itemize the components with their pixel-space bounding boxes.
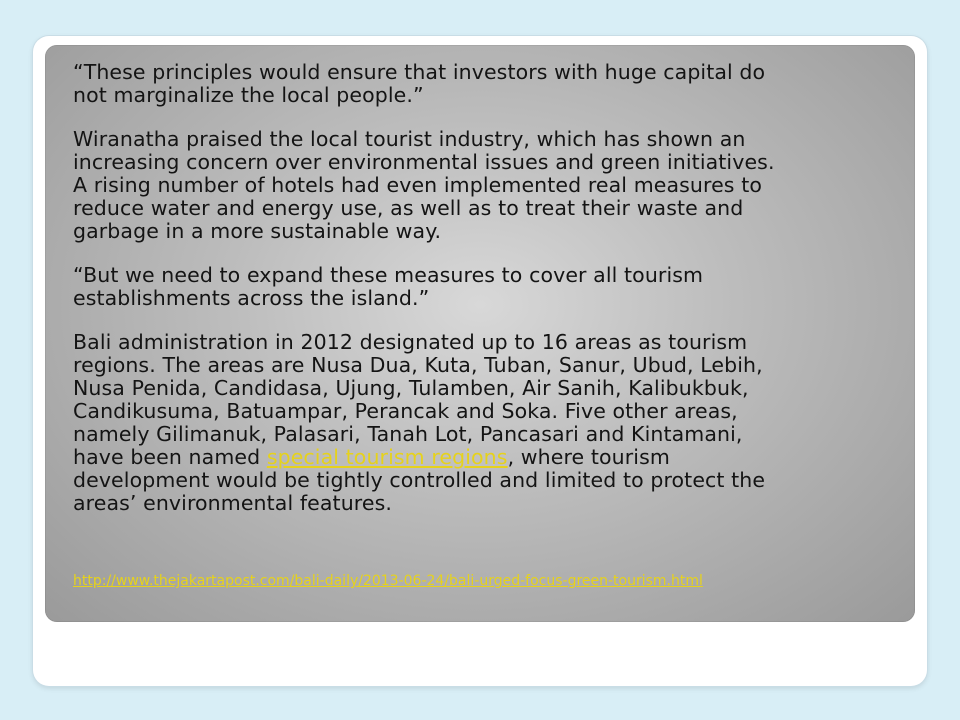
slide-text-area xyxy=(73,61,903,536)
text-line: establishments across the island.” xyxy=(73,286,430,310)
text-line: Wiranatha praised the local tourist industry, which has shown an xyxy=(73,127,746,151)
text-fragment: have been named xyxy=(73,445,267,469)
body-paragraph-bali-administration xyxy=(73,331,903,515)
text-line: regions. The areas are Nusa Dua, Kuta, Tuban, Sanur, Ubud, Lebih, xyxy=(73,353,763,377)
text-line: areas’ environmental features. xyxy=(73,491,392,515)
text-line: reduce water and energy use, as well as to treat their waste and xyxy=(73,196,744,220)
special-tourism-regions-link[interactable]: special tourism regions xyxy=(266,445,508,469)
text-line: Bali administration in 2012 designated up to 16 areas as tourism xyxy=(73,330,748,354)
text-line: A rising number of hotels had even implemented real measures to xyxy=(73,173,762,197)
text-line: namely Gilimanuk, Palasari, Tanah Lot, Pancasari and Kintamani, xyxy=(73,422,743,446)
text-line: not marginalize the local people.” xyxy=(73,83,424,107)
body-paragraph-wiranatha xyxy=(73,128,903,243)
text-line: “But we need to expand these measures to cover all tourism xyxy=(73,263,704,287)
source-url-link[interactable]: http://www.thejakartapost.com/bali-daily/2013-06-24/bali-urged-focus-green-tourism.html xyxy=(73,573,703,589)
text-line: increasing concern over environmental issues and green initiatives. xyxy=(73,150,775,174)
text-line: “These principles would ensure that investors with huge capital do xyxy=(73,60,766,84)
quote-paragraph-2 xyxy=(73,264,903,310)
text-line: development would be tightly controlled and limited to protect the xyxy=(73,468,766,492)
text-fragment: , where tourism xyxy=(507,445,670,469)
text-line: garbage in a more sustainable way. xyxy=(73,219,442,243)
text-line: Candikusuma, Batuampar, Perancak and Soka. Five other areas, xyxy=(73,399,738,423)
text-line-with-link xyxy=(73,446,903,469)
quote-paragraph-1 xyxy=(73,61,903,107)
text-line: Nusa Penida, Candidasa, Ujung, Tulamben, Air Sanih, Kalibukbuk, xyxy=(73,376,749,400)
